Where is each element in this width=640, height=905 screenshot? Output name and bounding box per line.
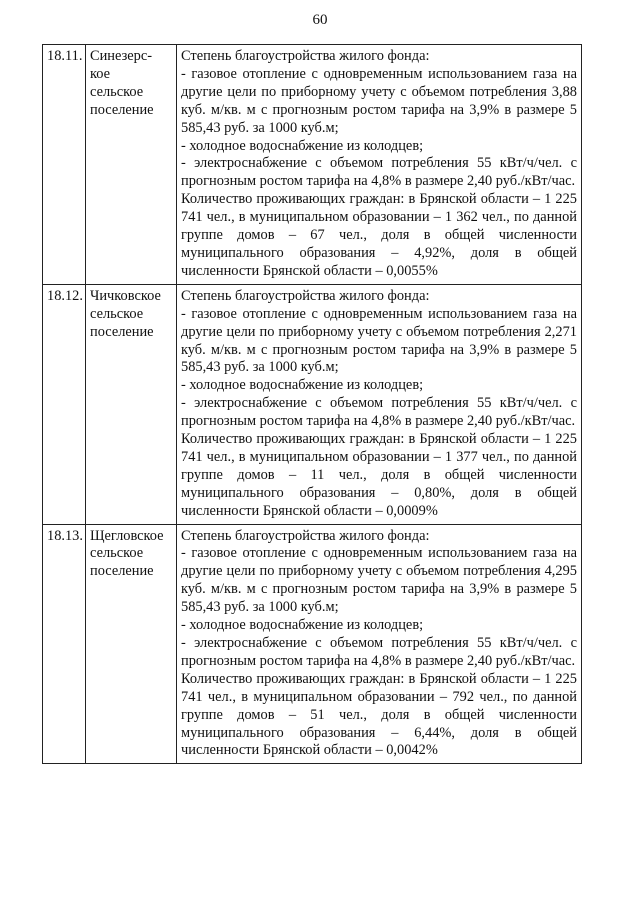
description-heading: Степень благоустройства жилого фонда: <box>181 527 430 544</box>
electricity-item: - электроснабжение с объемом потребления 55 кВт/ч/чел. с прогнозным ростом тарифа на 4,8% в размере 2,40 руб./кВт/час. <box>181 635 577 669</box>
settlement-name-line: Синезерс- <box>90 48 153 64</box>
electricity-item: - электроснабжение с объемом потребления 55 кВт/ч/чел. с прогнозным ростом тарифа на 4,8% в размере 2,40 руб./кВт/час. <box>181 155 577 190</box>
settlement-name-line: кое <box>90 65 111 82</box>
electricity-item: - электроснабжение с объемом потребления 55 кВт/ч/чел. с прогнозным ростом тарифа на 4,8% в размере 2,40 руб./кВт/час. <box>181 395 577 430</box>
settlement-name-line: поселение <box>90 323 154 340</box>
cold-water-item: - холодное водоснабжение из колодцев; <box>181 137 424 154</box>
gas-heating-item: - газовое отопление с одновременным использованием газа на другие цели по приборному учету с объемом потребления 2,271 куб. м/кв. м с прогнозным ростом тарифа на 3,9% в размере 5 585,43 руб. за 1000 куб.м; <box>181 305 577 376</box>
settlement-name <box>86 524 177 764</box>
settlement-name-line: Чичковское <box>90 287 161 304</box>
settlement-name-line: сельское <box>90 83 144 100</box>
settlement-name-line: поселение <box>90 563 154 580</box>
settlements-table <box>42 44 582 764</box>
settlement-description <box>177 45 582 285</box>
population-paragraph: Количество проживающих граждан: в Брянской области – 1 225 741 чел., в муниципальном образовании – 1 377 чел., по данной группе домов – 11 чел., доля в общей численности муниципального образования – 0,80%, доля в общей численности Брянской области – 0,0009% <box>181 431 577 519</box>
description-heading: Степень благоустройства жилого фонда: <box>181 287 430 304</box>
settlement-description <box>177 284 582 524</box>
description-heading: Степень благоустройства жилого фонда: <box>181 48 430 64</box>
settlement-name-line: сельское <box>90 305 144 322</box>
settlement-name-line: поселение <box>90 101 154 118</box>
table-row <box>43 524 582 764</box>
gas-heating-item: - газовое отопление с одновременным использованием газа на другие цели по приборному учету с объемом потребления 3,88 куб. м/кв. м с прогнозным ростом тарифа на 3,9% в размере 5 585,43 руб. за 1000 куб.м; <box>181 65 577 136</box>
table-row <box>43 284 582 524</box>
page-number: 60 <box>312 12 328 28</box>
cold-water-item: - холодное водоснабжение из колодцев; <box>181 617 424 634</box>
gas-heating-item: - газовое отопление с одновременным использованием газа на другие цели по приборному учету с объемом потребления 4,295 куб. м/кв. м с прогнозным ростом тарифа на 3,9% в размере 5 585,43 руб. за 1000 куб.м; <box>181 545 577 616</box>
table-row <box>43 45 582 285</box>
cold-water-item: - холодное водоснабжение из колодцев; <box>181 377 424 394</box>
row-number: 18.12. <box>43 284 86 524</box>
settlement-name-line: Щегловское <box>90 527 164 544</box>
settlement-name <box>86 45 177 285</box>
row-number: 18.11. <box>43 45 86 285</box>
settlement-name-line: сельское <box>90 545 144 562</box>
row-number: 18.13. <box>43 524 86 764</box>
settlement-description <box>177 524 582 764</box>
settlement-name <box>86 284 177 524</box>
population-paragraph: Количество проживающих граждан: в Брянской области – 1 225 741 чел., в муниципальном образовании – 1 362 чел., по данной группе домов – 67 чел., доля в общей численности муниципального образования – 4,92%, доля в общей численности Брянской области – 0,0055% <box>181 191 577 279</box>
population-paragraph: Количество проживающих граждан: в Брянской области – 1 225 741 чел., в муниципальном образовании – 792 чел., по данной группе домов – 51 чел., доля в общей численности муниципального образования – 6,44%, доля в общей численности Брянской области – 0,0042% <box>181 670 577 759</box>
